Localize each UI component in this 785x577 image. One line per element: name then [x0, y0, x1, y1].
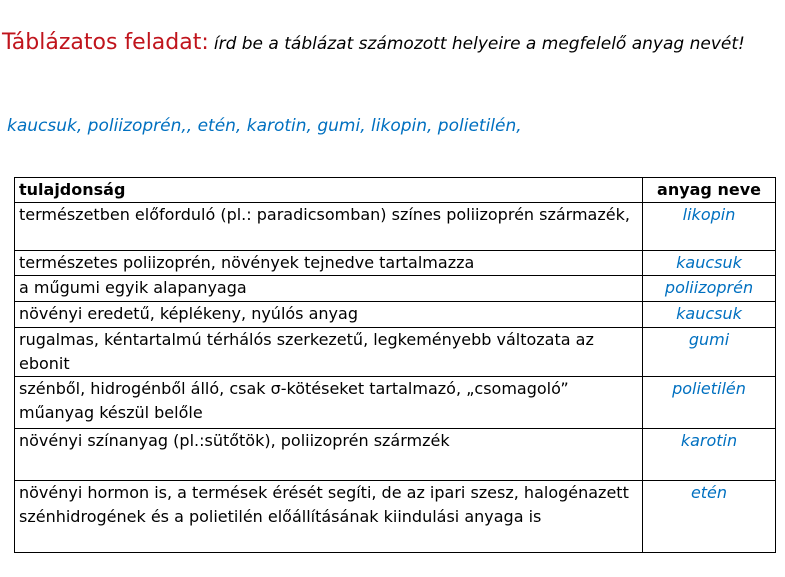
header-property: tulajdonság — [15, 178, 643, 203]
answer-cell[interactable]: poliizoprén — [643, 276, 776, 302]
answer-cell[interactable]: likopin — [643, 203, 776, 251]
property-cell: növényi eredetű, képlékeny, nyúlós anyag — [15, 302, 643, 328]
table-row — [15, 203, 776, 251]
answer-cell[interactable]: polietilén — [643, 377, 776, 429]
table-row — [15, 251, 776, 276]
task-instruction: írd be a táblázat számozott helyeire a megfelelő anyag nevét! — [213, 34, 745, 54]
answer-cell[interactable]: etén — [643, 481, 776, 553]
table-row — [15, 276, 776, 302]
property-cell: természetben előforduló (pl.: paradicsomban) színes poliizoprén származék, — [15, 203, 643, 251]
answer-cell[interactable]: karotin — [643, 429, 776, 481]
answer-cell[interactable]: kaucsuk — [643, 251, 776, 276]
property-cell: a műgumi egyik alapanyaga — [15, 276, 643, 302]
task-heading — [2, 28, 772, 59]
header-material-name: anyag neve — [643, 178, 776, 203]
answer-table — [14, 177, 776, 553]
table-header-row — [15, 178, 776, 203]
table-row — [15, 429, 776, 481]
table-row — [15, 328, 776, 377]
table-row — [15, 481, 776, 553]
property-cell: növényi színanyag (pl.:sütőtök), poliizoprén szármzék — [15, 429, 643, 481]
answer-cell[interactable]: kaucsuk — [643, 302, 776, 328]
table-row — [15, 377, 776, 429]
answer-cell[interactable]: gumi — [643, 328, 776, 377]
table-row — [15, 302, 776, 328]
word-bank: kaucsuk, poliizoprén,, etén, karotin, gumi, likopin, polietilén, — [7, 116, 522, 136]
property-cell: természetes poliizoprén, növények tejnedve tartalmazza — [15, 251, 643, 276]
property-cell: növényi hormon is, a termések érését segíti, de az ipari szesz, halogénazett szénhidrogének és a polietilén előállításának kiindulási anyaga is — [15, 481, 643, 553]
property-cell: rugalmas, kéntartalmú térhálós szerkezetű, legkeményebb változata az ebonit — [15, 328, 643, 377]
property-cell: szénből, hidrogénből álló, csak σ-kötéseket tartalmazó, „csomagoló” műanyag készül belőle — [15, 377, 643, 429]
task-title: Táblázatos feladat: — [2, 30, 209, 55]
